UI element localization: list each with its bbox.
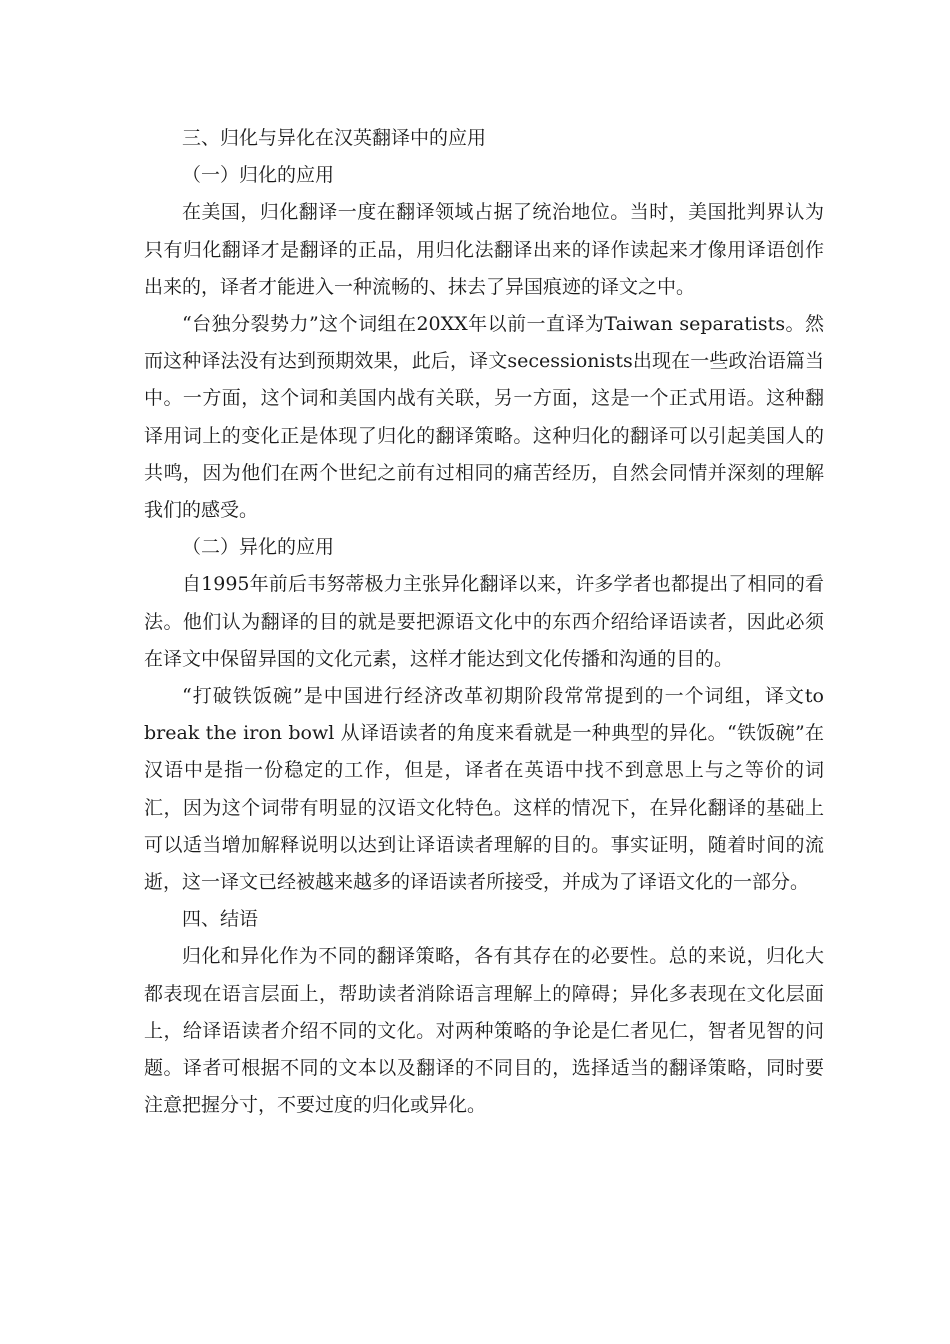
subsection-heading-domestication: （一）归化的应用 xyxy=(182,164,335,187)
section-heading-3: 三、归化与异化在汉英翻译中的应用 xyxy=(182,127,487,149)
subsection-heading-foreignization: （二）异化的应用 xyxy=(182,536,335,559)
paragraph-iron-rice-bowl: “打破铁饭碗”是中国进行经济改革初期阶段常常提到的一个词组，译文to break the iron bowl 从译语读者的角度来看就是一种典型的异化。“铁饭碗”在汉语中是指一份稳定的工作，但是，译者在英语中找不到意思上与之等价的词汇，因为这个词带有明显的汉语文化特色。这样的情况下，在异化翻译的基础上可以适当增加解释说明以达到让译语读者理解的目的。事实证明，随着时间的流逝，这一译文已经被越来越多的译语读者所接受，并成为了译语文化的一部分。 xyxy=(144,685,824,894)
paragraph-conclusion: 归化和异化作为不同的翻译策略，各有其存在的必要性。总的来说，归化大都表现在语言层面上，帮助读者消除语言理解上的障碍；异化多表现在文化层面上，给译语读者介绍不同的文化。对两种策略的争论是仁者见仁，智者见智的问题。译者可根据不同的文本以及翻译的不同目的，选择适当的翻译策略，同时要注意把握分寸，不要过度的归化或异化。 xyxy=(144,945,824,1117)
paragraph-domestication-usa: 在美国，归化翻译一度在翻译领域占据了统治地位。当时，美国批判界认为只有归化翻译才是翻译的正品，用归化法翻译出来的译作读起来才像用译语创作出来的，译者才能进入一种流畅的、抹去了异国痕迹的译文之中。 xyxy=(144,201,824,298)
section-heading-4: 四、结语 xyxy=(182,908,259,931)
paragraph-taiwan-separatists: “台独分裂势力”这个词组在20XX年以前一直译为Taiwan separatists。然而这种译法没有达到预期效果，此后，译文secessionists出现在一些政治语篇当中。一方面，这个词和美国内战有关联，另一方面，这是一个正式用语。这种翻译用词上的变化正是体现了归化的翻译策略。这种归化的翻译可以引起美国人的共鸣，因为他们在两个世纪之前有过相同的痛苦经历，自然会同情并深刻的理解我们的感受。 xyxy=(144,313,824,522)
document-body xyxy=(144,120,824,1124)
paragraph-venuti-foreignization: 自1995年前后韦努蒂极力主张异化翻译以来，许多学者也都提出了相同的看法。他们认为翻译的目的就是要把源语文化中的东西介绍给译语读者，因此必须在译文中保留异国的文化元素，这样才能达到文化传播和沟通的目的。 xyxy=(144,573,824,670)
